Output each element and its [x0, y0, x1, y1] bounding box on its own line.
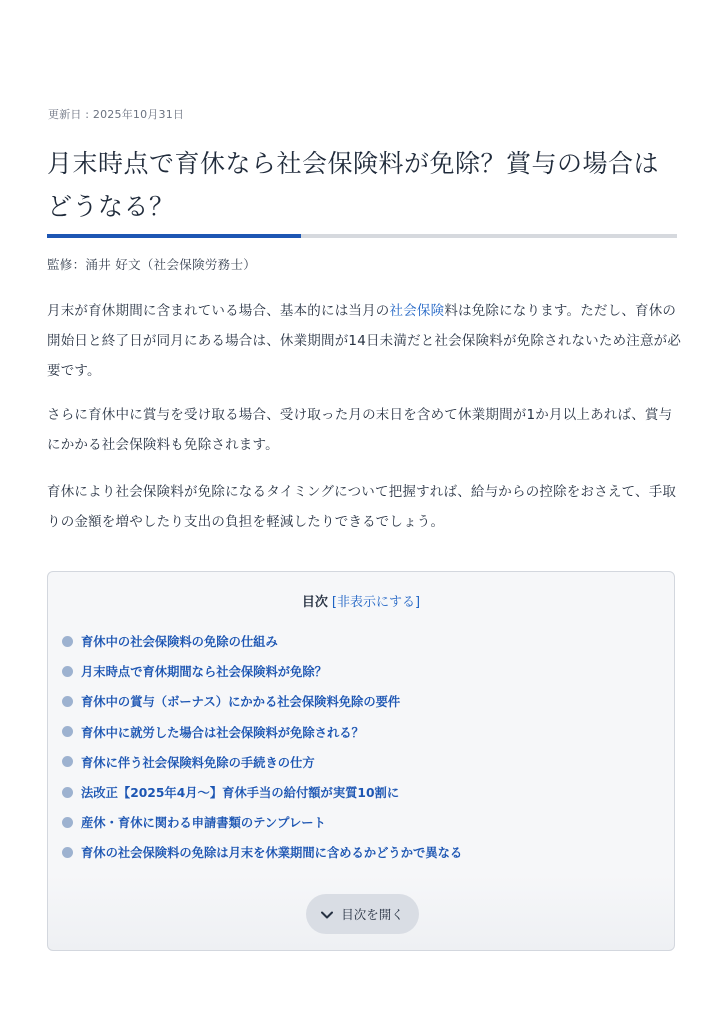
bullet-icon: [62, 666, 73, 677]
toc-item-label: 育休中の賞与（ボーナス）にかかる社会保険料免除の要件: [81, 695, 401, 710]
toc-item[interactable]: [62, 656, 462, 686]
toc-header: [48, 591, 674, 610]
bullet-icon: [62, 817, 73, 828]
title-underline-accent: [47, 234, 301, 238]
bullet-icon: [62, 726, 73, 737]
title-line-1: 月末時点で育休なら社会保険料が免除？賞与の場合は: [47, 149, 660, 178]
title-line-2: どうなる？: [47, 192, 175, 221]
toc-item-label: 育休中の社会保険料の免除の仕組み: [81, 635, 278, 650]
social-insurance-link[interactable]: 社会保険: [389, 303, 445, 319]
toc-open-button[interactable]: [306, 894, 419, 934]
bullet-icon: [62, 696, 73, 707]
toc-title: 目次: [301, 595, 328, 610]
page-title: [47, 142, 687, 228]
bullet-icon: [62, 787, 73, 798]
toc-item[interactable]: [62, 626, 462, 656]
toc-item-label: 育休の社会保険料の免除は月末を休業期間に含めるかどうかで異なる: [81, 846, 463, 861]
table-of-contents: [47, 571, 675, 951]
intro-paragraph-3: 育休により社会保険料が免除になるタイミングについて把握すれば、給与からの控除をおさえて、手取りの金額を増やしたり支出の負担を軽減したりできるでしょう。: [47, 484, 677, 530]
toc-item[interactable]: [62, 686, 462, 716]
intro-paragraph-2: さらに育休中に賞与を受け取る場合、受け取った月の末日を含めて休業期間が1か月以上あれば、賞与にかかる社会保険料も免除されます。: [47, 407, 673, 453]
toc-list: [62, 626, 462, 868]
p1-text-before: 月末が育休期間に含まれている場合、基本的には当月の: [47, 303, 390, 319]
toc-item[interactable]: [62, 717, 462, 747]
bullet-icon: [62, 636, 73, 647]
bullet-icon: [62, 847, 73, 858]
intro-paragraph-1: [47, 296, 683, 386]
bullet-icon: [62, 756, 73, 767]
updated-date: 更新日 : 2025年10月31日: [48, 108, 185, 121]
chevron-down-icon: [321, 907, 333, 922]
toc-item[interactable]: [62, 807, 462, 837]
toc-item-label: 産休・育休に関わる申請書類のテンプレート: [81, 816, 326, 831]
toc-open-label: 目次を開く: [341, 907, 404, 922]
toc-item-label: 法改正【2025年4月〜】育休手当の給付額が実質10割に: [81, 786, 400, 801]
title-underline: [47, 234, 677, 238]
supervisor-credit: 監修：涌井 好文（社会保険労務士）: [47, 257, 257, 272]
toc-item[interactable]: [62, 837, 462, 867]
toc-item[interactable]: [62, 777, 462, 807]
toc-item-label: 育休に伴う社会保険料免除の手続きの仕方: [81, 755, 315, 770]
toc-item[interactable]: [62, 747, 462, 777]
p1-text-after: 料は免除になります。ただし、育休の開始日と終了日が同月にある場合は、休業期間が14日未満だと社会保険料が免除されないため注意が必要です。: [47, 303, 682, 379]
toc-item-label: 育休中に就労した場合は社会保険料が免除される？: [81, 725, 364, 740]
toc-item-label: 月末時点で育休期間なら社会保険料が免除？: [81, 665, 327, 680]
toc-hide-toggle[interactable]: [非表示にする]: [331, 595, 421, 610]
